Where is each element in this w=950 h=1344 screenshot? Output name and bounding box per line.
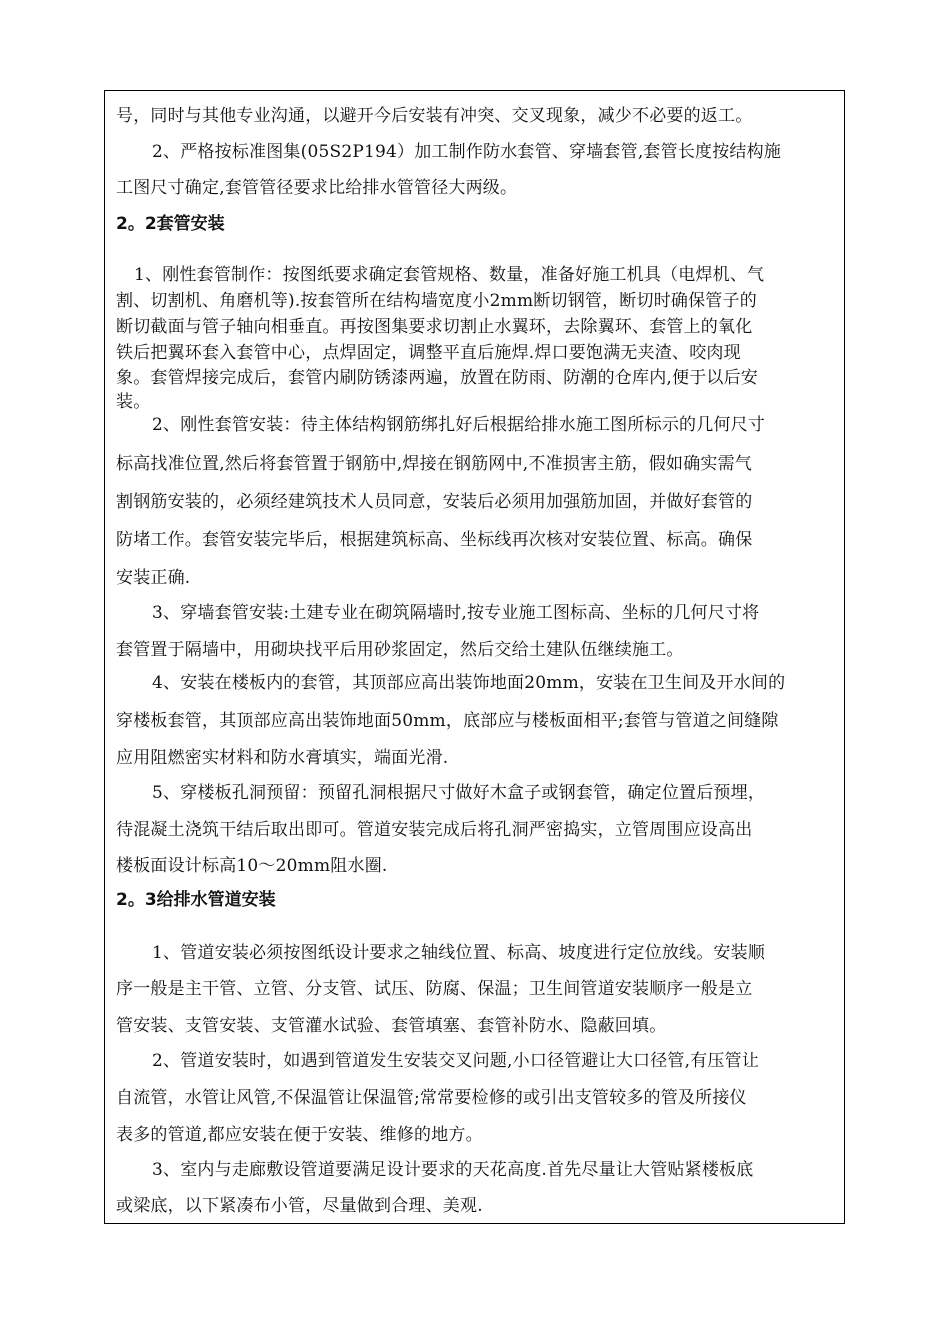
text-line: 2、严格按标准图集(05S2P194）加工制作防水套管、穿墙套管,套管长度按结构施 bbox=[152, 142, 782, 162]
text-line: 穿楼板套管，其顶部应高出装饰地面50mm，底部应与楼板面相平;套管与管道之间缝隙 bbox=[116, 711, 779, 731]
text-line: 1、管道安装必须按图纸设计要求之轴线位置、标高、坡度进行定位放线。安装顺 bbox=[152, 943, 766, 963]
text-line: 割钢筋安装的，必须经建筑技术人员同意，安装后必须用加强筋加固，并做好套管的 bbox=[116, 492, 753, 512]
text-line: 待混凝土浇筑干结后取出即可。管道安装完成后将孔洞严密捣实，立管周围应设高出 bbox=[116, 820, 753, 840]
text-line: 自流管，水管让风管,不保温管让保温管;常常要检修的或引出支管较多的管及所接仪 bbox=[116, 1088, 747, 1108]
text-line: 表多的管道,都应安装在便于安装、维修的地方。 bbox=[116, 1125, 483, 1145]
text-line: 管安装、支管安装、支管灌水试验、套管填塞、套管补防水、隐蔽回填。 bbox=[116, 1016, 667, 1036]
text-line: 割、切割机、角磨机等).按套管所在结构墙宽度小2mm断切钢管，断切时确保管子的 bbox=[116, 291, 757, 311]
text-line: 断切截面与管子轴向相垂直。再按图集要求切割止水翼环，去除翼环、套管上的氧化 bbox=[116, 317, 753, 337]
text-line: 应用阻燃密实材料和防水膏填实，端面光滑. bbox=[116, 748, 449, 768]
text-line: 安装正确. bbox=[116, 568, 191, 588]
text-line: 防堵工作。套管安装完毕后，根据建筑标高、坐标线再次核对安装位置、标高。确保 bbox=[116, 530, 753, 550]
text-line: 4、安装在楼板内的套管，其顶部应高出装饰地面20mm，安装在卫生间及开水间的 bbox=[152, 673, 786, 693]
text-line: 装。 bbox=[116, 392, 151, 412]
text-line: 序一般是主干管、立管、分支管、试压、防腐、保温；卫生间管道安装顺序一般是立 bbox=[116, 979, 753, 999]
text-line: 铁后把翼环套入套管中心，点焊固定，调整平直后施焊.焊口要饱满无夹渣、咬肉现 bbox=[116, 343, 741, 363]
text-line: 标高找准位置,然后将套管置于钢筋中,焊接在钢筋网中,不准损害主筋，假如确实需气 bbox=[116, 454, 753, 474]
text-line: 套管置于隔墙中，用砌块找平后用砂浆固定，然后交给土建队伍继续施工。 bbox=[116, 640, 684, 660]
text-line: 3、穿墙套管安装:土建专业在砌筑隔墙时,按专业施工图标高、坐标的几何尺寸将 bbox=[152, 603, 760, 623]
text-line: 1、刚性套管制作：按图纸要求确定套管规格、数量，准备好施工机具（电焊机、气 bbox=[134, 265, 765, 285]
text-line: 象。套管焊接完成后，套管内刷防锈漆两遍，放置在防雨、防潮的仓库内,便于以后安 bbox=[116, 368, 759, 388]
text-line: 号，同时与其他专业沟通，以避开今后安装有冲突、交叉现象，减少不必要的返工。 bbox=[116, 106, 753, 126]
section-heading-2-3: 2。3给排水管道安装 bbox=[116, 890, 276, 910]
text-line: 5、穿楼板孔洞预留：预留孔洞根据尺寸做好木盒子或钢套管，确定位置后预埋， bbox=[152, 783, 766, 803]
text-line: 工图尺寸确定,套管管径要求比给排水管管径大两级。 bbox=[116, 178, 518, 198]
text-line: 2、管道安装时，如遇到管道发生安装交叉问题,小口径管避让大口径管,有压管让 bbox=[152, 1051, 760, 1071]
text-line: 楼板面设计标高10～20mm阻水圈. bbox=[116, 856, 388, 876]
section-heading-2-2: 2。2套管安装 bbox=[116, 214, 225, 234]
text-line: 2、刚性套管安装：待主体结构钢筋绑扎好后根据给排水施工图所标示的几何尺寸 bbox=[152, 415, 766, 435]
text-line: 3、室内与走廊敷设管道要满足设计要求的天花高度.首先尽量让大管贴紧楼板底 bbox=[152, 1160, 754, 1180]
text-line: 或梁底，以下紧凑布小管，尽量做到合理、美观. bbox=[116, 1196, 483, 1216]
